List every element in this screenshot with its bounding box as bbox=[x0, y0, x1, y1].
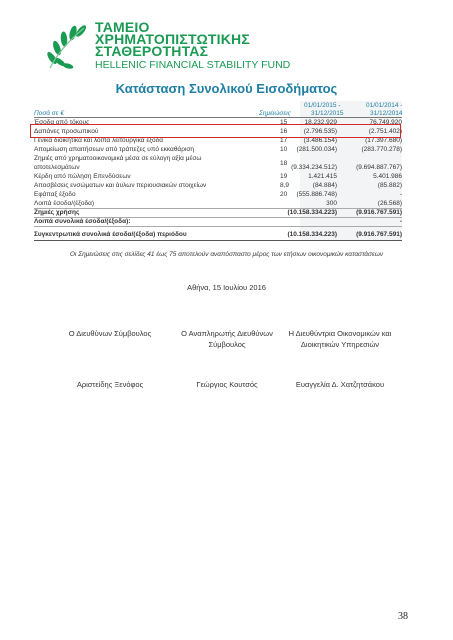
logo-line-english: HELLENIC FINANCIAL STABILITY FUND bbox=[95, 59, 291, 71]
row-value-2014: - bbox=[399, 191, 402, 198]
signing-date: Αθήνα, 15 Ιουλίου 2016 bbox=[187, 283, 266, 292]
notes-footnote: Οι Σημειώσεις στις σελίδες 41 έως 75 αποτελούν αναπόσπαστο μέρος των ετήσιων οικονομικών καταστάσεων bbox=[69, 251, 384, 258]
role-line-1: Ο Διευθύνων Σύμβουλος bbox=[68, 329, 152, 338]
row-value-2014: (85.882) bbox=[377, 182, 402, 189]
row-value-2014: (17.397.680) bbox=[365, 137, 402, 144]
row-value-2014: (9.916.767.591) bbox=[356, 231, 402, 238]
logo-line-3: ΣΤΑΘΕΡΟΤΗΤΑΣ bbox=[95, 43, 209, 59]
logo-line-2: ΧΡΗΜΑΤΟΠΙΣΤΩΤΙΚΗΣ bbox=[95, 31, 250, 47]
signatory-name: Γεώργιος Κουτσός bbox=[196, 380, 258, 389]
row-value-2014: (2.751.402) bbox=[368, 128, 402, 135]
row-value-2015: (2.796.535) bbox=[303, 128, 337, 135]
row-value-2015: (84.884) bbox=[312, 182, 337, 189]
role-line-1: Η Διευθύντρια Οικονομικών και bbox=[288, 329, 392, 338]
row-value-2014: 5.401.986 bbox=[373, 173, 402, 180]
header-divider bbox=[34, 117, 402, 118]
signatory-name: Ευαγγελία Δ. Χατζητσάκου bbox=[295, 380, 385, 389]
subtotal-rule bbox=[34, 226, 402, 227]
row-value-2015: (555.886.748) bbox=[296, 191, 337, 198]
row-value-2015: 300 bbox=[326, 200, 337, 207]
hfsf-logo bbox=[44, 18, 414, 72]
signatory-role bbox=[270, 328, 410, 350]
row-value-2014: (283.770.278) bbox=[361, 146, 402, 153]
notes-header: Σημειώσεις bbox=[259, 110, 291, 117]
highlight-box bbox=[30, 124, 401, 138]
row-label: Έσοδα από τόκους bbox=[34, 119, 90, 126]
row-note: 16 bbox=[280, 128, 288, 135]
row-note: 18 bbox=[280, 160, 288, 167]
amount-label: Ποσά σε € bbox=[34, 110, 64, 117]
row-label: Δαπάνες προσωπικού bbox=[34, 128, 99, 135]
row-label-continued: αποτελεσμάτων bbox=[34, 164, 80, 171]
row-label: Λοιπά συνολικά έσοδα/(έξοδα): bbox=[34, 218, 131, 225]
col1-header-line2: 31/12/2015 bbox=[311, 110, 344, 117]
row-note: 20 bbox=[280, 191, 288, 198]
row-label: Συγκεντρωτικά συνολικά έσοδα/(έξοδα) περιόδου bbox=[34, 231, 187, 238]
leaf-logo-icon bbox=[44, 18, 90, 72]
row-note: 17 bbox=[280, 137, 288, 144]
row-label: Λοιπά έσοδα/(έξοδα) bbox=[34, 200, 95, 207]
row-value-2015: (281.500.034) bbox=[296, 146, 337, 153]
col1-header-line1: 01/01/2015 - bbox=[304, 102, 341, 109]
row-value-2014: (9.916.767.591) bbox=[356, 209, 402, 216]
row-value-2015: (9.334.234.512) bbox=[291, 164, 337, 171]
row-value-2015: 1.421.415 bbox=[308, 173, 337, 180]
row-label: Αποσβέσεις ενσώματων και άυλων περιουσιακών στοιχείων bbox=[34, 182, 207, 189]
row-value-2014: (9.694.887.767) bbox=[356, 164, 402, 171]
row-note: 8,9 bbox=[280, 182, 290, 189]
row-value-2015: 18.232.929 bbox=[304, 119, 337, 126]
row-label: Ζημιές από χρηματοοικονομικά μέσα σε εύλογη αξία μέσω bbox=[34, 155, 202, 162]
statement-title: Κατάσταση Συνολικού Εισοδήματος bbox=[115, 81, 338, 96]
row-note: 15 bbox=[280, 119, 288, 126]
row-value-2014: 76.749.920 bbox=[369, 119, 402, 126]
row-value-2015: (3.486.154) bbox=[303, 137, 337, 144]
signatory-name: Αριστείδης Ξενόφος bbox=[76, 380, 144, 389]
total-rule bbox=[34, 240, 402, 241]
row-label: Γενικά διοικητικά και λοιπά λειτουργικά έξοδα bbox=[34, 137, 163, 144]
page-number: 38 bbox=[398, 611, 408, 622]
col2-header-line2: 31/12/2014 bbox=[370, 110, 403, 117]
col2-header-line1: 01/01/2014 - bbox=[366, 102, 403, 109]
role-line-2: Διοικητικών Υπηρεσιών bbox=[300, 340, 380, 349]
row-value-2014: - bbox=[399, 218, 402, 225]
row-note: 10 bbox=[280, 146, 288, 153]
row-label: Απομείωση απαιτήσεων από τράπεζες υπό εκκαθάριση bbox=[34, 146, 194, 153]
row-label: Κέρδη από πώληση Επενδύσεων bbox=[34, 173, 131, 180]
role-line-1: Ο Αναπληρωτής Διευθύνων bbox=[181, 329, 273, 338]
role-line-2: Σύμβουλος bbox=[208, 340, 246, 349]
row-label: Εφάπαξ έξοδο bbox=[34, 191, 76, 198]
row-note: 19 bbox=[280, 173, 288, 180]
logo-line-1: ΤΑΜΕΙΟ bbox=[95, 19, 150, 35]
row-label: Ζημιές χρήσης bbox=[34, 209, 80, 216]
row-value-2014: (26.568) bbox=[377, 200, 402, 207]
row-value-2015: (10.158.334.223) bbox=[287, 209, 337, 216]
row-value-2015: (10.158.334.223) bbox=[287, 231, 337, 238]
